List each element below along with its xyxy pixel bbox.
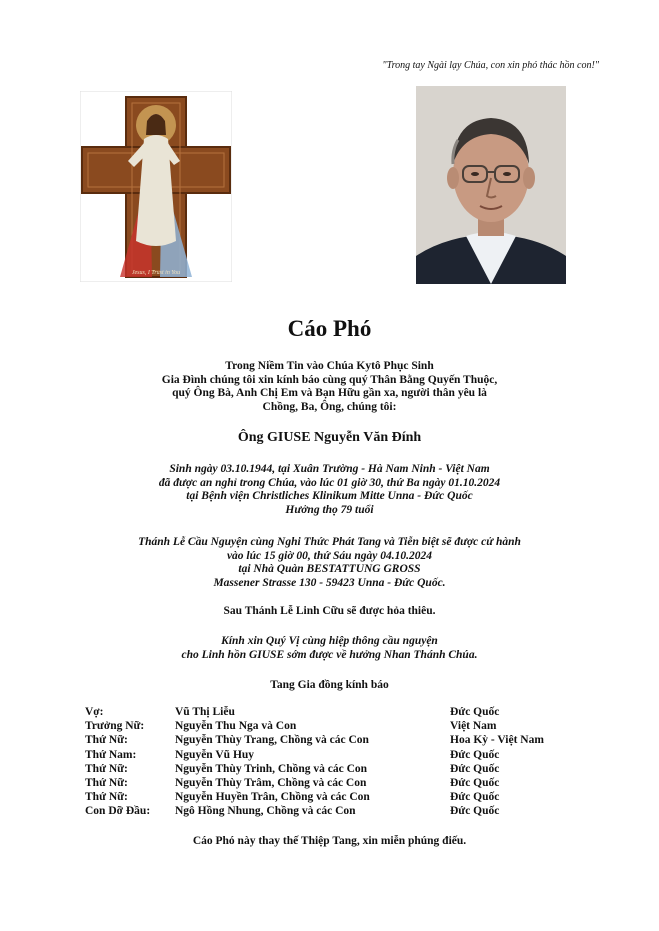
funeral-detail-line: tại Nhà Quàn BESTATTUNG GROSS <box>238 563 421 576</box>
table-row <box>85 762 585 776</box>
family-member-name: Nguyễn Thùy Trâm, Chồng và các Con <box>175 777 367 790</box>
family-role: Thứ Nữ: <box>85 762 128 775</box>
family-country: Đức Quốc <box>450 791 500 804</box>
life-detail-line: Sinh ngày 03.10.1944, tại Xuân Trường - Hà Nam Ninh - Việt Nam <box>169 463 490 475</box>
life-detail-line: tại Bệnh viện Christliches Klinikum Mitte Unna - Đức Quốc <box>186 490 473 503</box>
intro-line: Chồng, Ba, Ông, chúng tôi: <box>262 400 397 413</box>
table-row <box>85 776 585 790</box>
family-member-name: Nguyễn Thùy Trinh, Chồng và các Con <box>175 762 368 775</box>
footer-note: Cáo Phó này thay thế Thiệp Tang, xin miễn phúng điếu. <box>192 835 467 847</box>
table-row <box>85 719 585 733</box>
prayer-request-line: Kính xin Quý Vị cùng hiệp thông cầu nguyện <box>221 635 438 647</box>
family-member-name: Nguyễn Huyền Trân, Chồng và các Con <box>175 791 370 804</box>
deceased-name: Ông GIUSE Nguyễn Văn Đính <box>237 430 422 445</box>
cremation-note <box>0 605 659 619</box>
family-role: Thứ Nữ: <box>85 734 128 747</box>
life-detail-line: Hưởng thọ 79 tuổi <box>285 503 374 516</box>
family-member-name: Vũ Thị Liễu <box>175 706 235 718</box>
prayer-request-line: cho Linh hồn GIUSE sớm được về hưởng Nhan Thánh Chúa. <box>181 648 478 661</box>
funeral-detail-line: Thánh Lễ Cầu Nguyện cùng Nghi Thức Phát Tang và Tiễn biệt sẽ được cử hành <box>138 536 521 548</box>
family-table <box>85 705 585 819</box>
divine-mercy-cross-image <box>80 91 232 282</box>
intro-line: Gia Đình chúng tôi xin kính báo cùng quý Thân Bằng Quyến Thuộc, <box>161 373 498 386</box>
table-row <box>85 804 585 818</box>
family-country: Đức Quốc <box>450 748 500 761</box>
family-role: Thứ Nữ: <box>85 791 128 804</box>
page-title: Cáo Phó <box>287 316 372 341</box>
table-row <box>85 733 585 747</box>
life-details <box>0 463 659 517</box>
funeral-details <box>0 536 659 590</box>
intro-paragraph <box>0 360 659 414</box>
family-role: Vợ: <box>85 706 104 718</box>
family-role: Trưởng Nữ: <box>85 720 145 733</box>
life-detail-line: đã được an nghỉ trong Chúa, vào lúc 01 giờ 30, thứ Ba ngày 01.10.2024 <box>158 476 501 489</box>
family-role: Thứ Nam: <box>85 748 137 761</box>
family-member-name: Ngô Hồng Nhung, Chồng và các Con <box>175 805 356 818</box>
funeral-detail-line: Massener Strasse 130 - 59423 Unna - Đức Quốc. <box>213 576 446 589</box>
table-row <box>85 705 585 719</box>
epigraph-quote: "Trong tay Ngài lạy Chúa, con xin phó thác hồn con!" <box>382 60 599 71</box>
family-role: Thứ Nữ: <box>85 777 128 790</box>
family-member-name: Nguyễn Thùy Trang, Chồng và các Con <box>175 734 369 747</box>
prayer-request <box>0 635 659 662</box>
family-role: Con Dỡ Đầu: <box>85 805 151 818</box>
family-member-name: Nguyễn Thu Nga và Con <box>175 720 297 733</box>
funeral-detail-line: vào lúc 15 giờ 00, thứ Sáu ngày 04.10.2024 <box>226 549 433 562</box>
family-country: Việt Nam <box>450 720 497 733</box>
intro-line: quý Ông Bà, Anh Chị Em và Bạn Hữu gần xa, người thân yêu là <box>172 387 487 400</box>
family-country: Đức Quốc <box>450 762 500 775</box>
cross-caption: Jesus, I Trust in You <box>131 270 181 276</box>
family-country: Đức Quốc <box>450 777 500 790</box>
cremation-note-line: Sau Thánh Lễ Linh Cữu sẽ được hỏa thiêu. <box>223 605 436 617</box>
family-country: Hoa Kỳ - Việt Nam <box>450 734 544 747</box>
family-member-name: Nguyễn Vũ Huy <box>175 748 255 761</box>
family-heading-line: Tang Gia đồng kính báo <box>270 679 389 691</box>
intro-line: Trong Niềm Tin vào Chúa Kytô Phục Sinh <box>225 360 434 372</box>
family-heading <box>0 679 659 693</box>
deceased-portrait-photo <box>416 86 566 284</box>
family-country: Đức Quốc <box>450 706 500 718</box>
table-row <box>85 790 585 804</box>
table-row <box>85 748 585 762</box>
family-country: Đức Quốc <box>450 805 500 818</box>
